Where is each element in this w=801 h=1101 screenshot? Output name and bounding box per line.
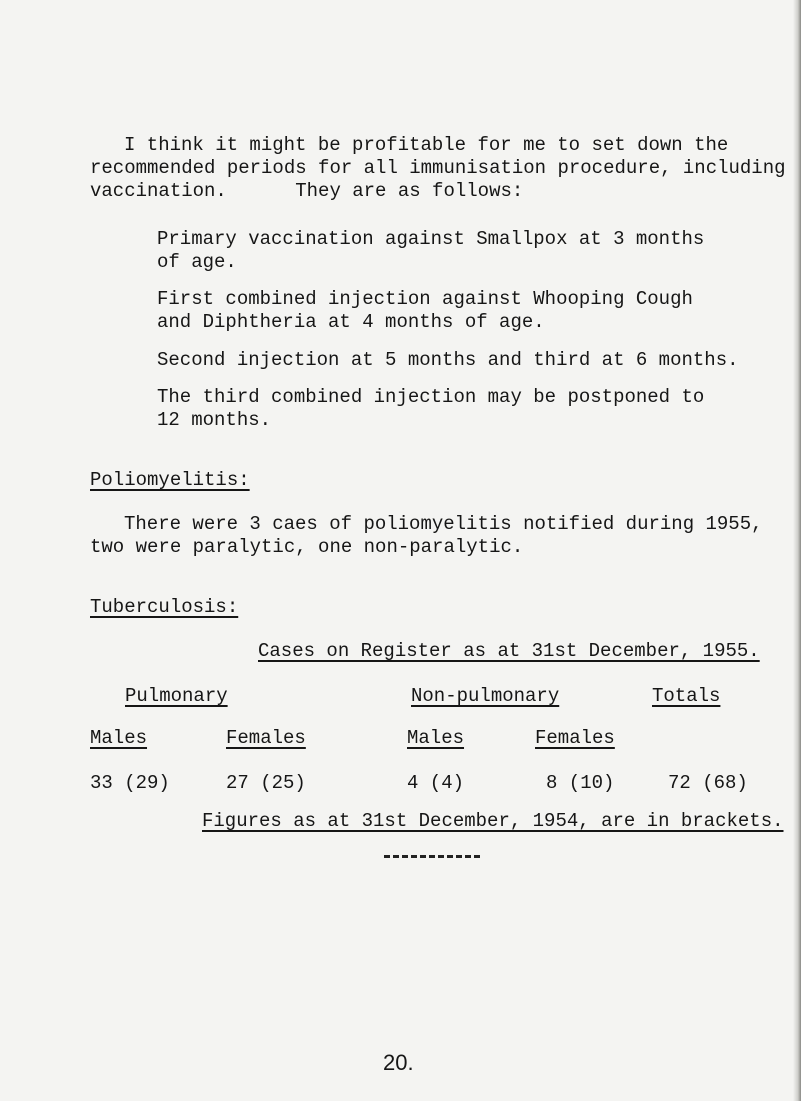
polio-line-1: There were 3 caes of poliomyelitis notified during 1955, xyxy=(124,513,763,535)
intro-line-2: recommended periods for all immunisation procedure, including xyxy=(90,157,786,179)
page-number: 20. xyxy=(383,1050,414,1075)
tb-subheader-non-pulmonary-females: Females xyxy=(535,727,615,749)
tb-footnote: Figures as at 31st December, 1954, are in brackets. xyxy=(202,810,784,832)
tb-header-pulmonary: Pulmonary xyxy=(125,685,228,707)
tb-subheader-non-pulmonary-males: Males xyxy=(407,727,465,749)
tb-cell-pulmonary-males: 33 (29) xyxy=(90,772,170,794)
tb-table-title: Cases on Register as at 31st December, 1955. xyxy=(258,640,760,662)
schedule-first-injection-line-1: First combined injection against Whooping Cough xyxy=(157,288,693,310)
tb-subheader-pulmonary-males: Males xyxy=(90,727,148,749)
tb-cell-non-pulmonary-males: 4 (4) xyxy=(407,772,465,794)
tb-cell-pulmonary-females: 27 (25) xyxy=(226,772,306,794)
tb-heading: Tuberculosis: xyxy=(90,596,239,618)
schedule-smallpox-line-1: Primary vaccination against Smallpox at 3 months xyxy=(157,228,705,250)
tb-header-totals: Totals xyxy=(652,685,721,707)
tb-cell-totals: 72 (68) xyxy=(668,772,748,794)
intro-line-3: vaccination. They are as follows: xyxy=(90,180,524,202)
tb-subheader-pulmonary-females: Females xyxy=(226,727,306,749)
schedule-postpone-line-1: The third combined injection may be postponed to xyxy=(157,386,705,408)
page-edge xyxy=(793,0,801,1101)
tb-cell-non-pulmonary-females: 8 (10) xyxy=(546,772,615,794)
section-divider xyxy=(384,855,480,858)
schedule-second-injection: Second injection at 5 months and third at 6 months. xyxy=(157,349,739,371)
tb-header-non-pulmonary: Non-pulmonary xyxy=(411,685,560,707)
schedule-first-injection-line-2: and Diphtheria at 4 months of age. xyxy=(157,311,545,333)
schedule-postpone-line-2: 12 months. xyxy=(157,409,272,431)
polio-heading: Poliomyelitis: xyxy=(90,469,250,491)
intro-line-1: I think it might be profitable for me to set down the xyxy=(124,134,729,156)
polio-line-2: two were paralytic, one non-paralytic. xyxy=(90,536,524,558)
schedule-smallpox-line-2: of age. xyxy=(157,251,237,273)
